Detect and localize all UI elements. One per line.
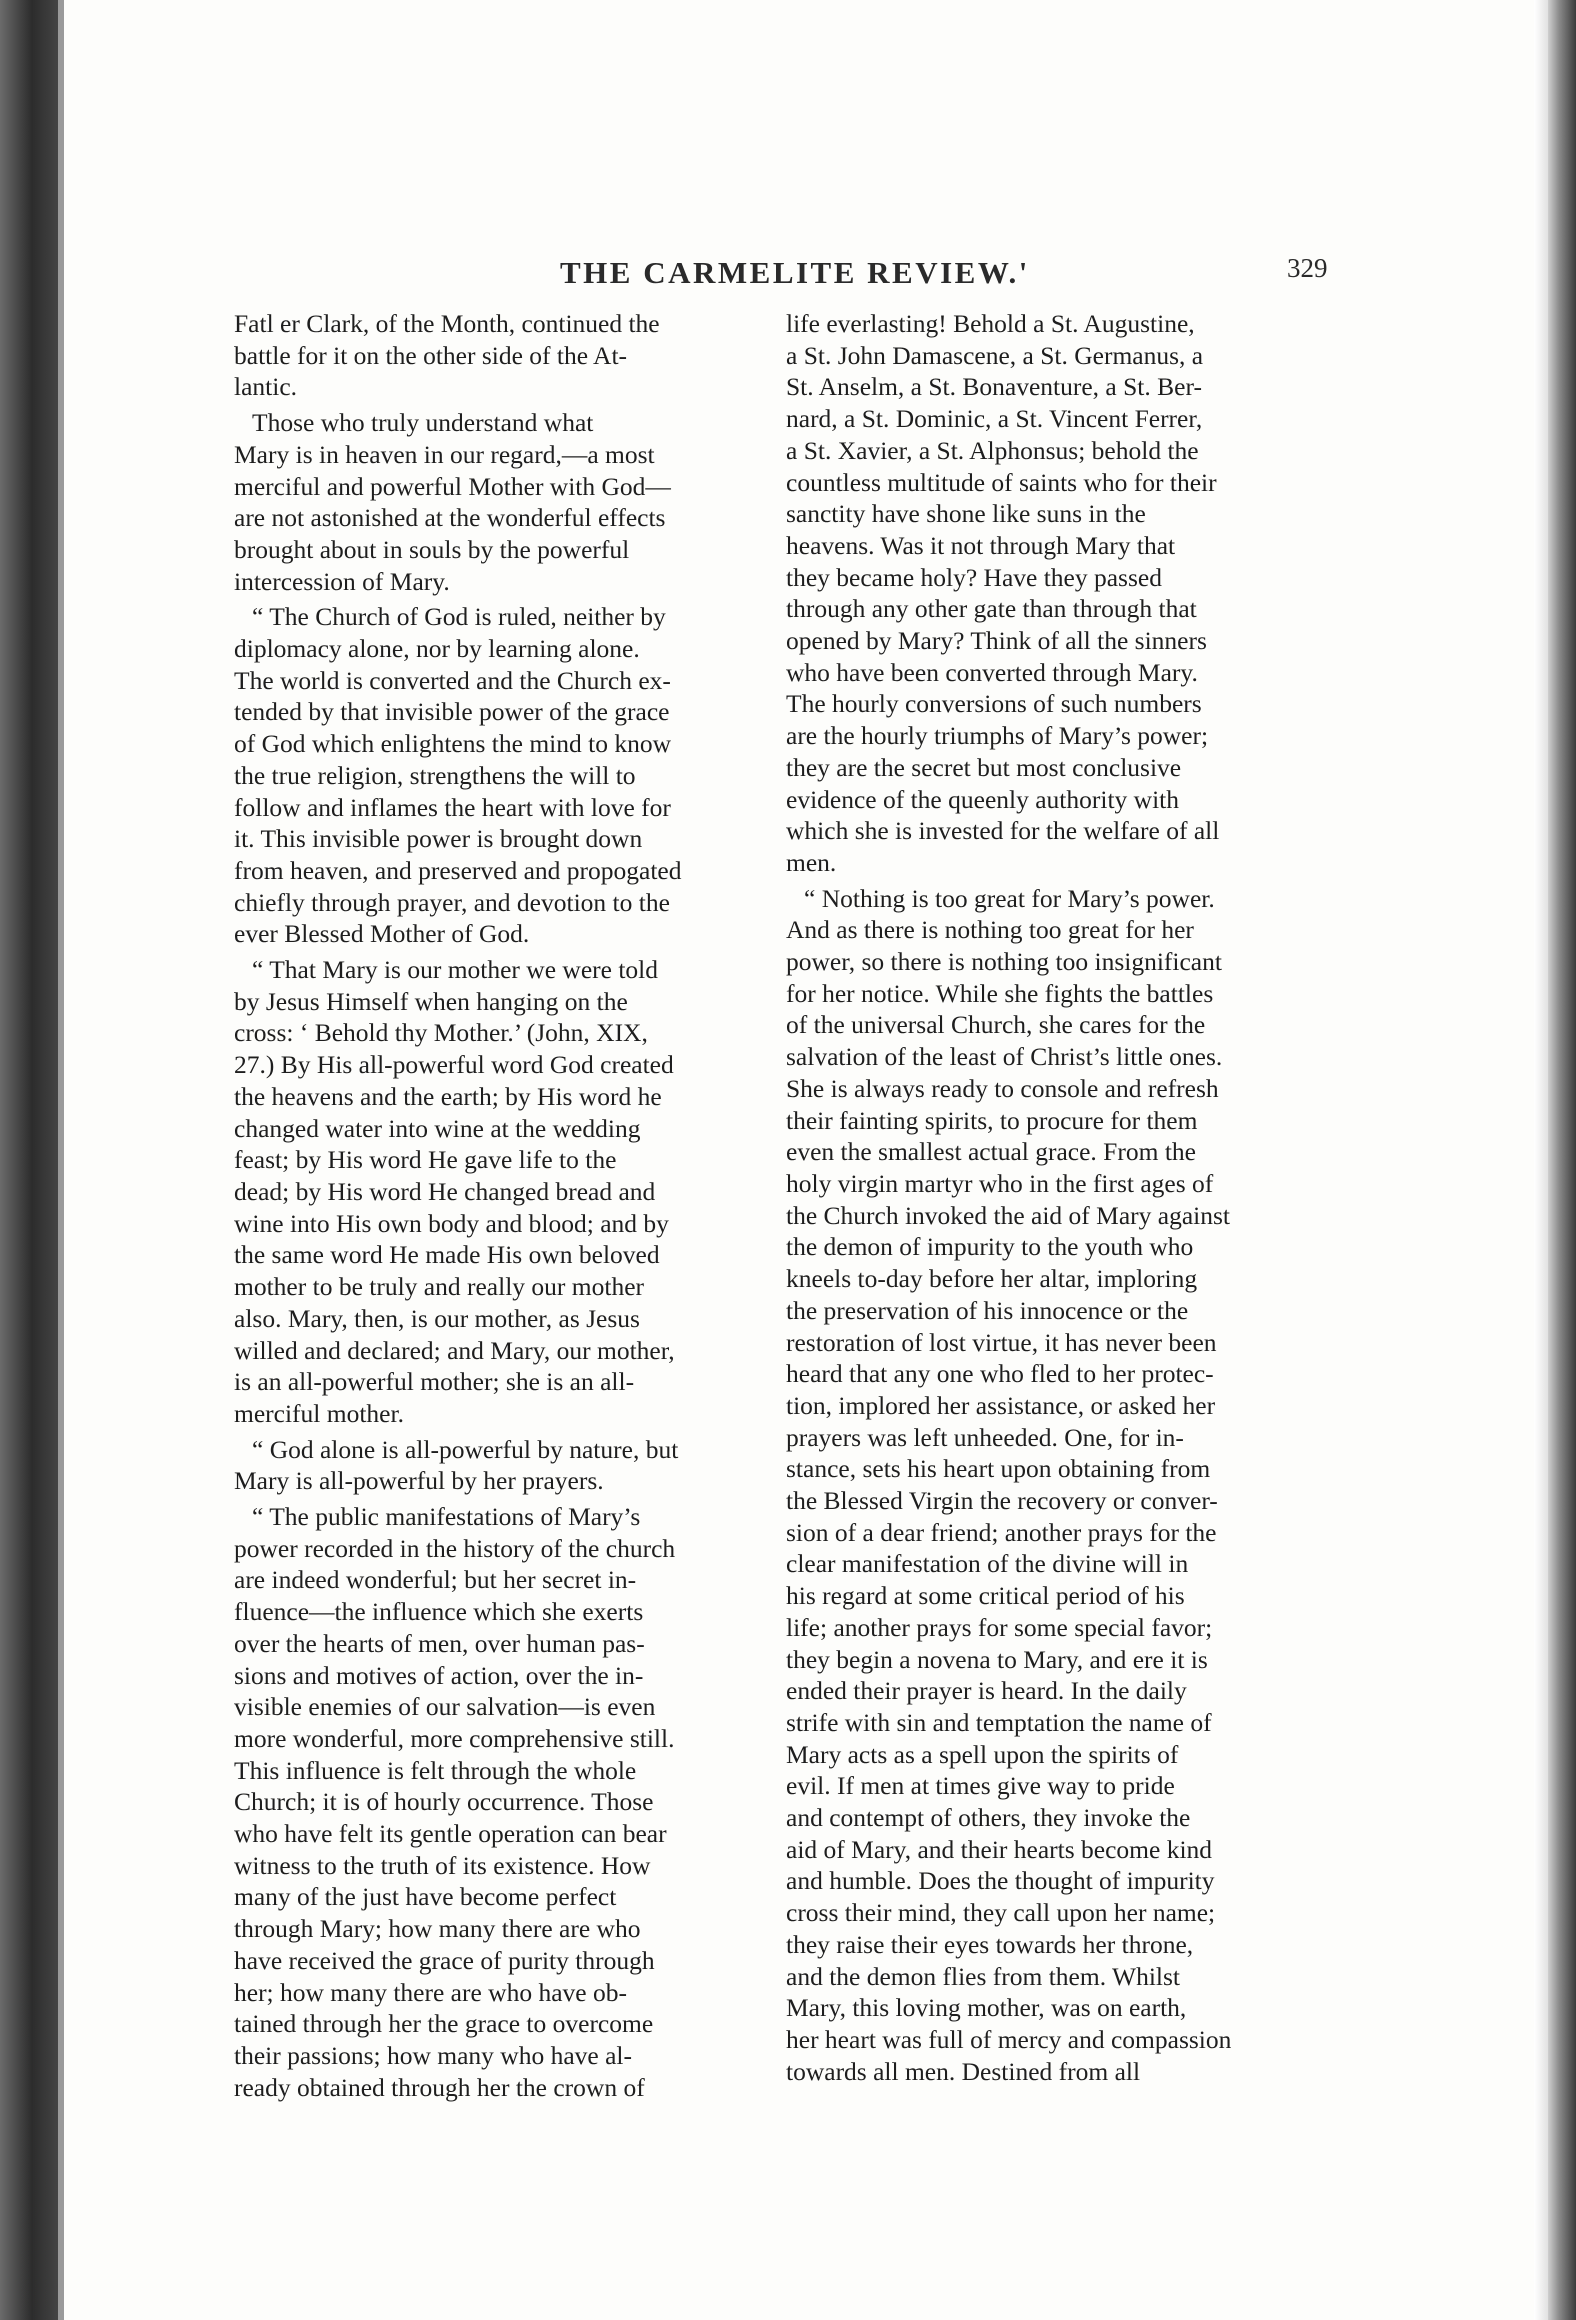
- paragraph: “ Nothing is too great for Mary’s power. And as there is nothing too great for her power, so there is nothing too insignificant for her notice. While she fights the battles of the universal Church, she cares for the salvation of the least of Christ’s little ones. She is always ready to console and refresh their fainting spirits, to procure for them even the smallest actual grace. From the holy virgin martyr who in the first ages of the Church invoked the aid of Mary against the demon of impurity to the youth who kneels to-day before her altar, imploring the preservation of his innocence or the restoration of lost virtue, it has never been heard that any one who fled to her protec- tion, implored her assistance, or asked her prayers was left unheeded. One, for in- stance, sets his heart upon obtaining from the Blessed Virgin the recovery or conver- sion of a dear friend; another prays for the clear manifestation of the divine will in his regard at some critical period of his life; another prays for some special favor; they begin a novena to Mary, and ere it is ended their prayer is heard. In the daily strife with sin and temptation the name of Mary acts as a spell upon the spirits of evil. If men at times give way to pride and contempt of others, they invoke the aid of Mary, and their hearts become kind and humble. Does the thought of impurity cross their mind, they call upon her name; they raise their eyes towards her throne, and the demon flies from them. Whilst Mary, this loving mother, was on earth, her heart was full of mercy and compassion towards all men. Destined from all: [786, 883, 1232, 2086]
- running-head-title: THE CARMELITE REVIEW.': [560, 255, 1030, 290]
- right-page-edge: [1534, 0, 1548, 2320]
- paragraph: “ That Mary is our mother we were told by Jesus Himself when hanging on the cross: ‘ Behold thy Mother.’ (John, XIX, 27.) By His all-powerful word God created the heavens and the earth; by His word he changed water into wine at the wedding feast; by His word He gave life to the dead; by His word He changed bread and wine into His own body and blood; and by the same word He made His own beloved mother to be truly and really our mother also. Mary, then, is our mother, as Jesus willed and declared; and Mary, our mother, is an all-powerful mother; she is an all- merciful mother.: [234, 955, 675, 1428]
- right-binding-shadow: [1548, 0, 1576, 2320]
- paragraph: Fatl er Clark, of the Month, continued the battle for it on the other side of the At- lantic.: [234, 309, 660, 402]
- paragraph: “ The Church of God is ruled, neither by diplomacy alone, nor by learning alone. The world is converted and the Church ex- tended by that invisible power of the grace of God which enlightens the mind to know the true religion, strengthens the will to follow and inflames the heart with love for it. This invisible power is brought down from heaven, and preserved and propogated chiefly through prayer, and devotion to the ever Blessed Mother of God.: [234, 602, 682, 949]
- right-text-column: [786, 308, 1341, 2087]
- paragraph: Those who truly understand what Mary is in heaven in our regard,—a most merciful and powerful Mother with God— are not astonished at the wonderful effects brought about in souls by the powerful intercession of Mary.: [234, 408, 671, 596]
- paragraph: life everlasting! Behold a St. Augustine, a St. John Damascene, a St. Germanus, a St. Anselm, a St. Bonaventure, a St. Ber- nard, a St. Dominic, a St. Vincent Ferrer, a St. Xavier, a St. Alphonsus; behold the countless multitude of saints who for their sanctity have shone like suns in the heavens. Was it not through Mary that they became holy? Have they passed through any other gate than through that opened by Mary? Think of all the sinners who have been converted through Mary. The hourly conversions of such numbers are the hourly triumphs of Mary’s power; they are the secret but most conclusive evidence of the queenly authority with which she is invested for the welfare of all men.: [786, 309, 1220, 877]
- paragraph: “ The public manifestations of Mary’s power recorded in the history of the church are indeed wonderful; but her secret in- fluence—the influence which she exerts over the hearts of men, over human pas- sions and motives of action, over the in- visible enemies of our salvation—is even more wonderful, more comprehensive still. This influence is felt through the whole Church; it is of hourly occurrence. Those who have felt its gentle operation can bear witness to the truth of its existence. How many of the just have become perfect through Mary; how many there are who have received the grace of purity through her; how many there are who have ob- tained through her the grace to overcome their passions; how many who have al- ready obtained through her the crown of: [234, 1502, 676, 2102]
- left-text-column: [234, 308, 789, 2103]
- paragraph: “ God alone is all-powerful by nature, but Mary is all-powerful by her prayers.: [234, 1434, 679, 1496]
- left-binding-shadow: [0, 0, 58, 2320]
- page-number: 329: [1287, 253, 1328, 283]
